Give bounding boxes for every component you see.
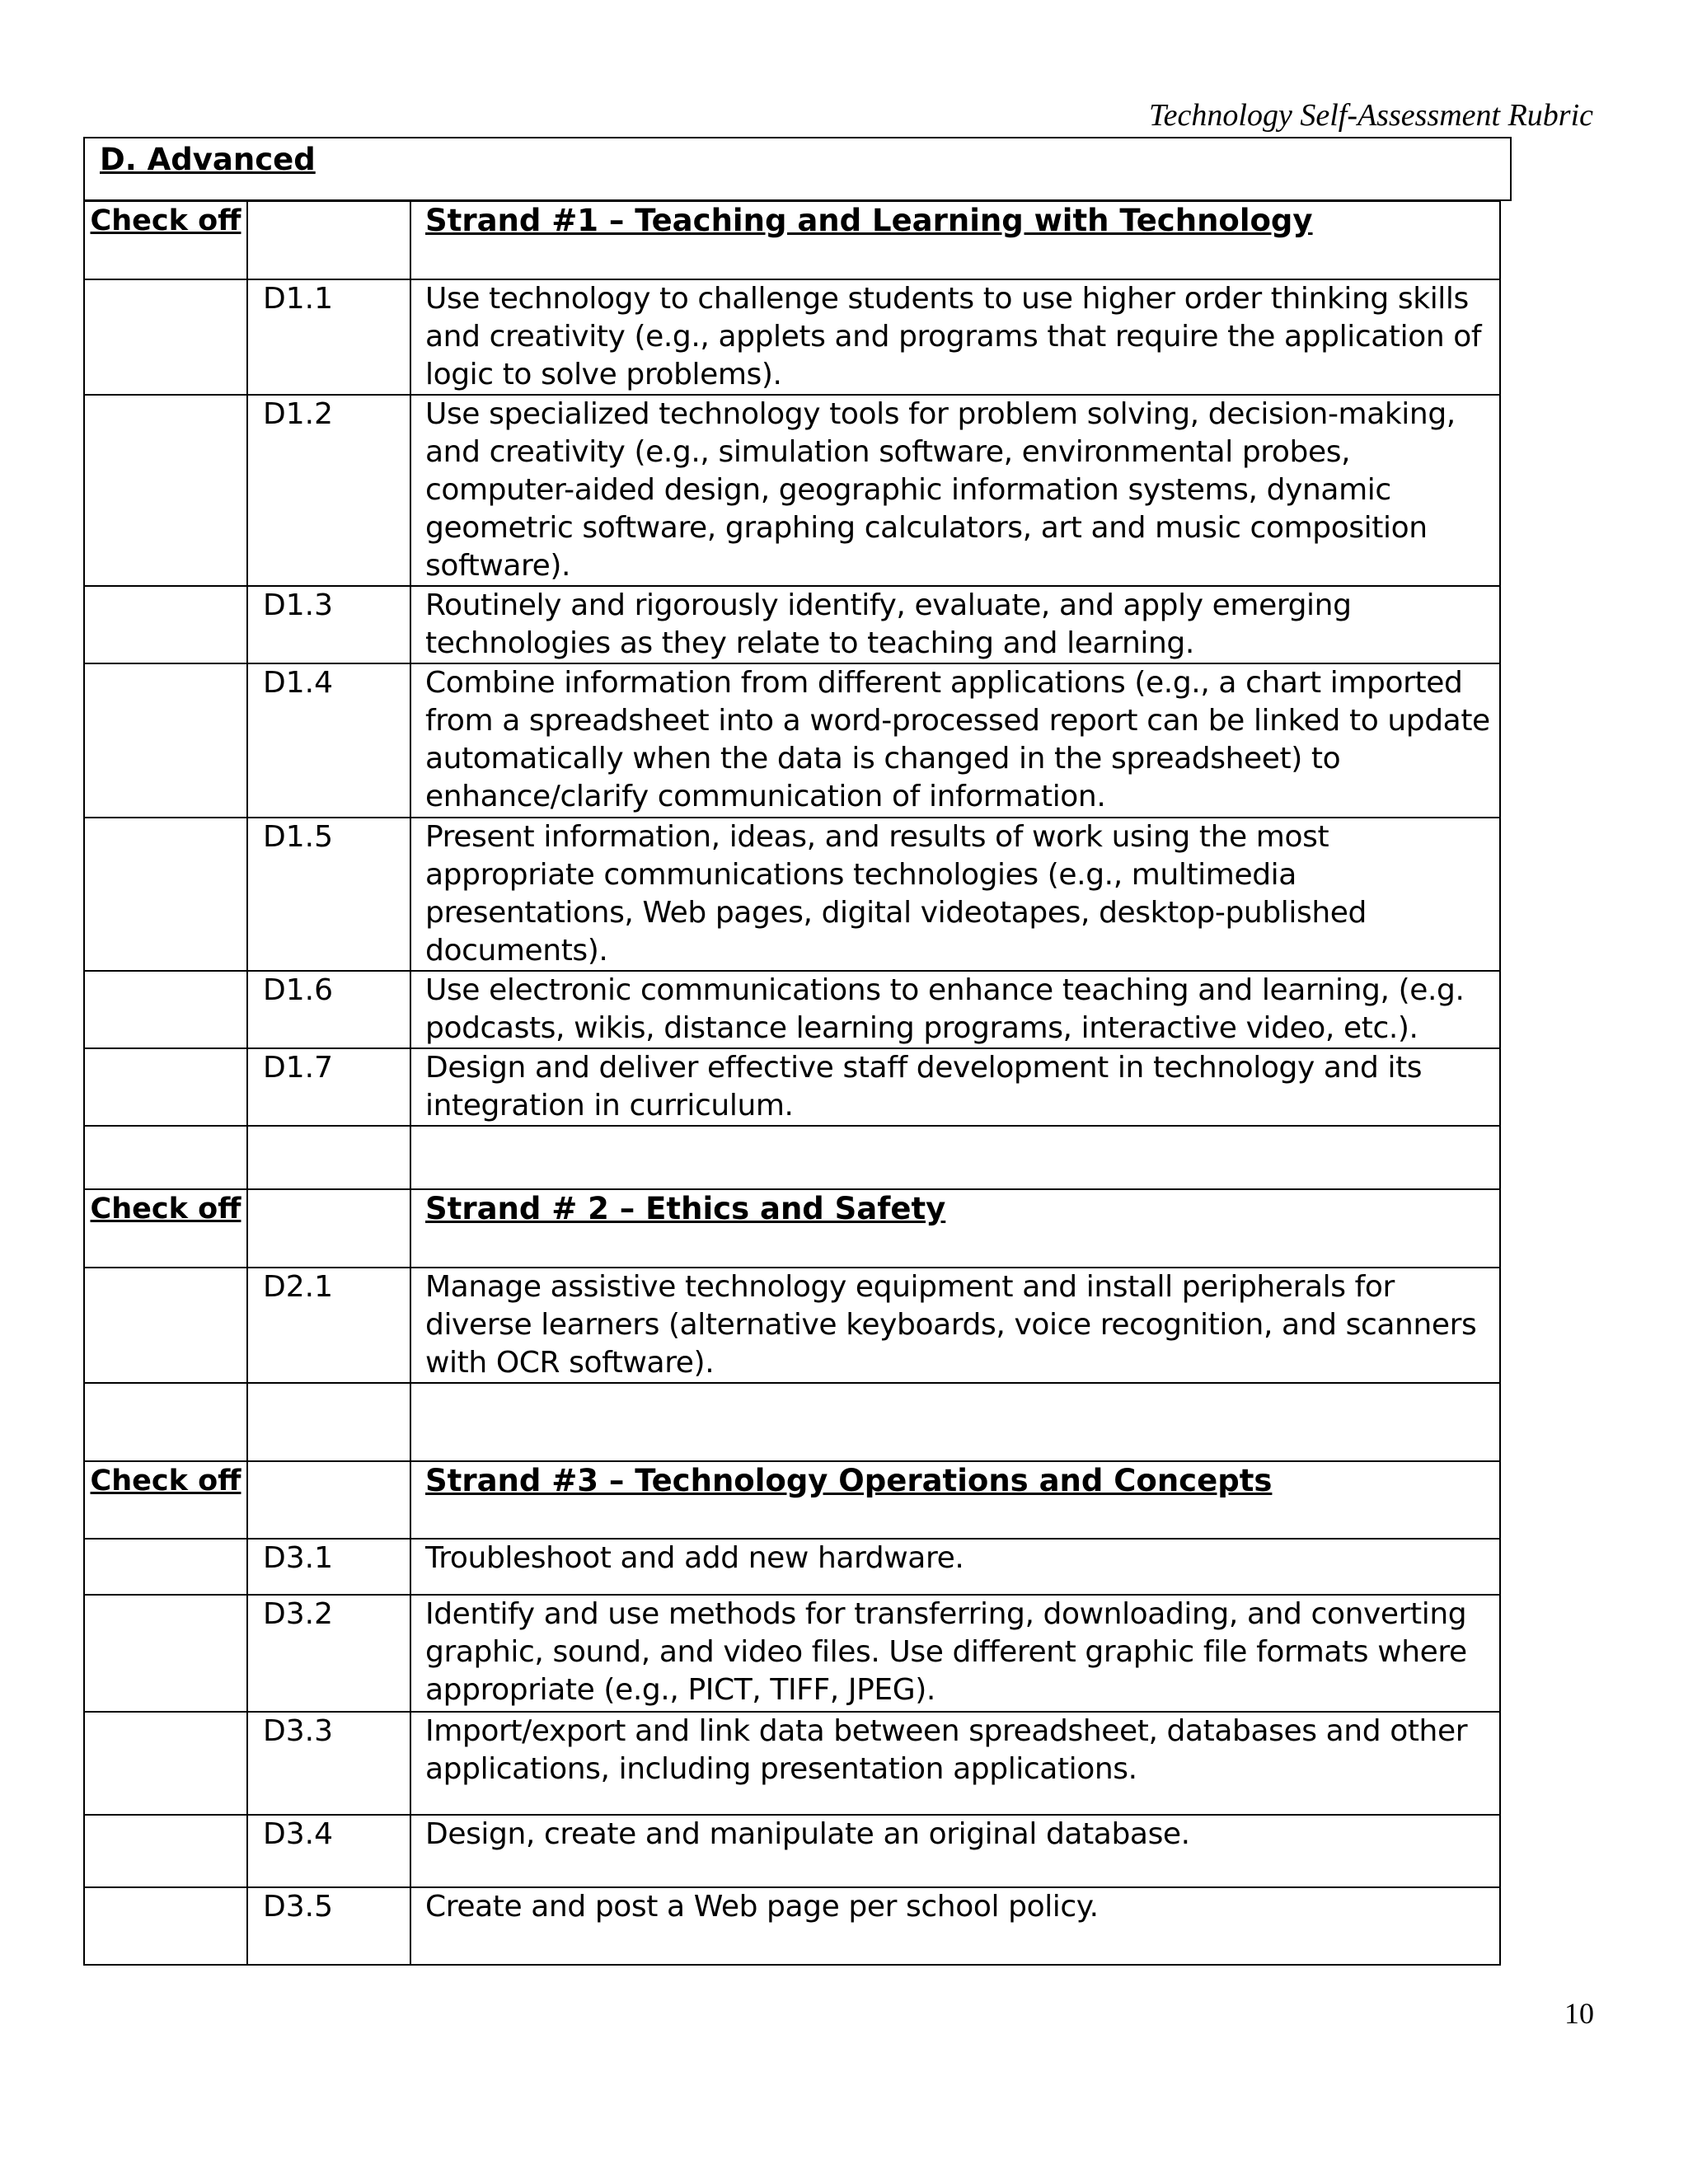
item-code: D3.1	[247, 1539, 410, 1595]
item-code: D1.3	[247, 586, 410, 663]
item-code: D3.2	[247, 1595, 410, 1712]
item-description: Use specialized technology tools for problem solving, decision-making, and creativity (e.g., simulation software, environmental probes, computer-aided design, geographic information systems, dynamic geometric software, graphing calculators, art and music composition software).	[410, 395, 1500, 586]
rubric-table	[83, 200, 1501, 1966]
check-off-label: Check off	[90, 1193, 241, 1226]
table-row	[84, 1712, 1500, 1815]
item-description: Import/export and link data between spreadsheet, databases and other applications, including presentation applications.	[410, 1712, 1500, 1815]
item-code: D1.6	[247, 971, 410, 1048]
strand-title: Strand #3 – Technology Operations and Concepts	[410, 1461, 1500, 1539]
page-number: 10	[1564, 1997, 1594, 2030]
table-row	[84, 1539, 1500, 1595]
spacer-row	[84, 1126, 1500, 1189]
code-header-cell	[247, 1189, 410, 1268]
table-row	[84, 663, 1500, 818]
check-off-cell[interactable]	[84, 1268, 247, 1383]
check-off-cell[interactable]	[84, 1048, 247, 1126]
table-row	[84, 1887, 1500, 1965]
check-off-cell[interactable]	[84, 586, 247, 663]
section-header-box	[83, 137, 1512, 201]
strand-header-row	[84, 1461, 1500, 1539]
check-off-cell[interactable]	[84, 1815, 247, 1887]
check-off-cell[interactable]	[84, 1595, 247, 1712]
empty-cell	[84, 1126, 247, 1189]
item-description: Troubleshoot and add new hardware.	[410, 1539, 1500, 1595]
item-code: D2.1	[247, 1268, 410, 1383]
check-off-label: Check off	[90, 1465, 241, 1497]
strand-header-row	[84, 201, 1500, 279]
empty-cell	[410, 1383, 1500, 1461]
item-description: Present information, ideas, and results of work using the most appropriate communications technologies (e.g., multimedia presentations, Web pages, digital videotapes, desktop-published documents).	[410, 818, 1500, 971]
item-description: Routinely and rigorously identify, evaluate, and apply emerging technologies as they relate to teaching and learning.	[410, 586, 1500, 663]
section-title: D. Advanced	[100, 142, 316, 177]
table-row	[84, 1595, 1500, 1712]
item-description: Use technology to challenge students to use higher order thinking skills and creativity (e.g., applets and programs that require the application of logic to solve problems).	[410, 279, 1500, 395]
item-description: Manage assistive technology equipment and install peripherals for diverse learners (alternative keyboards, voice recognition, and scanners with OCR software).	[410, 1268, 1500, 1383]
table-row	[84, 971, 1500, 1048]
item-description: Design and deliver effective staff development in technology and its integration in curriculum.	[410, 1048, 1500, 1126]
check-off-header	[84, 1189, 247, 1268]
item-code: D1.2	[247, 395, 410, 586]
item-code: D1.1	[247, 279, 410, 395]
check-off-cell[interactable]	[84, 1712, 247, 1815]
item-description: Identify and use methods for transferring, downloading, and converting graphic, sound, and video files. Use different graphic file formats where appropriate (e.g., PICT, TIFF, JPEG).	[410, 1595, 1500, 1712]
table-row	[84, 1815, 1500, 1887]
check-off-cell[interactable]	[84, 971, 247, 1048]
check-off-cell[interactable]	[84, 279, 247, 395]
item-code: D1.7	[247, 1048, 410, 1126]
code-header-cell	[247, 201, 410, 279]
table-row	[84, 279, 1500, 395]
table-row	[84, 586, 1500, 663]
check-off-cell[interactable]	[84, 395, 247, 586]
empty-cell	[84, 1383, 247, 1461]
check-off-cell[interactable]	[84, 1539, 247, 1595]
item-description: Use electronic communications to enhance teaching and learning, (e.g. podcasts, wikis, distance learning programs, interactive video, etc.).	[410, 971, 1500, 1048]
spacer-row	[84, 1383, 1500, 1461]
table-row	[84, 818, 1500, 971]
table-row	[84, 395, 1500, 586]
table-row	[84, 1048, 1500, 1126]
check-off-header	[84, 201, 247, 279]
strand-title: Strand # 2 – Ethics and Safety	[410, 1189, 1500, 1268]
item-code: D3.4	[247, 1815, 410, 1887]
table-row	[84, 1268, 1500, 1383]
code-header-cell	[247, 1461, 410, 1539]
document-header-title: Technology Self-Assessment Rubric	[1149, 98, 1593, 133]
empty-cell	[247, 1126, 410, 1189]
check-off-cell[interactable]	[84, 1887, 247, 1965]
check-off-label: Check off	[90, 204, 241, 237]
item-code: D3.5	[247, 1887, 410, 1965]
check-off-cell[interactable]	[84, 663, 247, 818]
strand-header-row	[84, 1189, 1500, 1268]
item-code: D1.5	[247, 818, 410, 971]
item-code: D3.3	[247, 1712, 410, 1815]
check-off-header	[84, 1461, 247, 1539]
item-code: D1.4	[247, 663, 410, 818]
empty-cell	[247, 1383, 410, 1461]
empty-cell	[410, 1126, 1500, 1189]
strand-title: Strand #1 – Teaching and Learning with Technology	[410, 201, 1500, 279]
item-description: Combine information from different applications (e.g., a chart imported from a spreadsheet into a word-processed report can be linked to update automatically when the data is changed in the spreadsheet) to enhance/clarify communication of information.	[410, 663, 1500, 818]
item-description: Design, create and manipulate an original database.	[410, 1815, 1500, 1887]
item-description: Create and post a Web page per school policy.	[410, 1887, 1500, 1965]
check-off-cell[interactable]	[84, 818, 247, 971]
